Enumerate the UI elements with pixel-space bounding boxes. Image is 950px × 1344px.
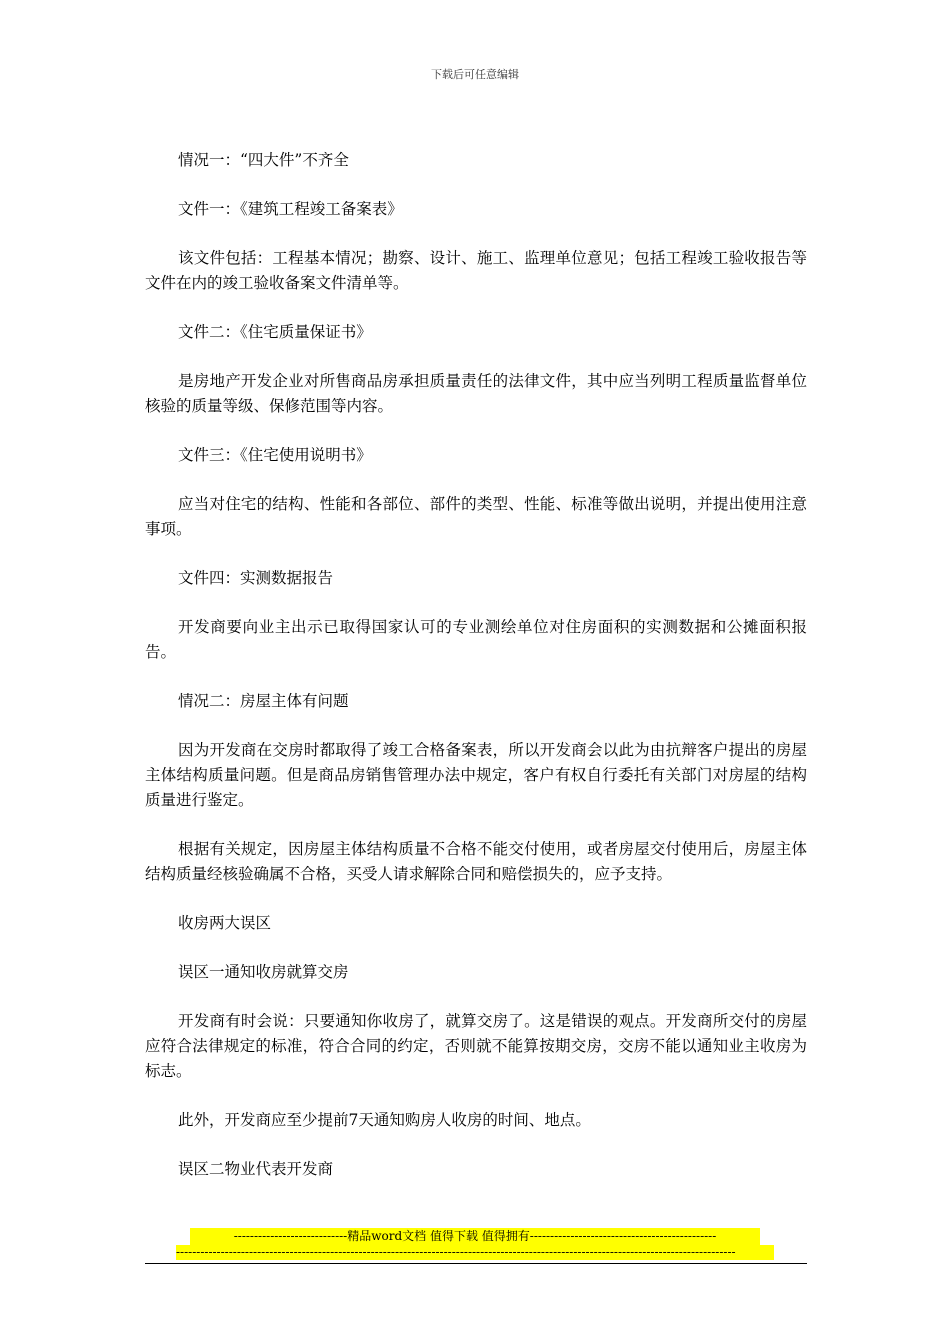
paragraph-situation-2-desc: 因为开发商在交房时都取得了竣工合格备案表，所以开发商会以此为由抗辩客户提出的房屋主体结构质量问题。但是商品房销售管理办法中规定，客户有权自行委托有关部门对房屋的结构质量进行鉴定。: [145, 741, 807, 809]
heading-file-1: 文件一：《建筑工程竣工备案表》: [178, 200, 403, 218]
paragraph-file-4-desc: 开发商要向业主出示已取得国家认可的专业测绘单位对住房面积的实测数据和公摊面积报告。: [145, 618, 807, 661]
paragraph-misconception-1-desc: 开发商有时会说：只要通知你收房了，就算交房了。这是错误的观点。开发商所交付的房屋应符合法律规定的标准，符合合同的约定，否则就不能算按期交房，交房不能以通知业主收房为标志。: [145, 1012, 807, 1080]
heading-file-4: 文件四：实测数据报告: [178, 569, 334, 587]
footer-divider: [145, 1263, 807, 1264]
heading-misconception-2: 误区二物业代表开发商: [178, 1160, 334, 1178]
footer-banner-line-1: ----------------------------精品word文档 值得下载 值得拥有----------------------------------------------: [190, 1228, 760, 1245]
heading-file-3: 文件三：《住宅使用说明书》: [178, 446, 372, 464]
paragraph-notice-period: 此外，开发商应至少提前7天通知购房人收房的时间、地点。: [178, 1111, 591, 1129]
heading-misconception-1: 误区一通知收房就算交房: [178, 963, 349, 981]
paragraph-regulation: 根据有关规定，因房屋主体结构质量不合格不能交付使用，或者房屋交付使用后，房屋主体结构质量经核验确属不合格，买受人请求解除合同和赔偿损失的，应予支持。: [145, 840, 807, 883]
page-header: 下载后可任意编辑: [431, 68, 519, 81]
heading-misconceptions: 收房两大误区: [178, 914, 272, 932]
paragraph-file-2-desc: 是房地产开发企业对所售商品房承担质量责任的法律文件，其中应当列明工程质量监督单位核验的质量等级、保修范围等内容。: [145, 372, 807, 415]
heading-file-2: 文件二：《住宅质量保证书》: [178, 323, 372, 341]
paragraph-file-3-desc: 应当对住宅的结构、性能和各部位、部件的类型、性能、标准等做出说明，并提出使用注意事项。: [145, 495, 807, 538]
paragraph-file-1-desc: 该文件包括：工程基本情况；勘察、设计、施工、监理单位意见；包括工程竣工验收报告等文件在内的竣工验收备案文件清单等。: [145, 249, 807, 292]
heading-situation-2: 情况二：房屋主体有问题: [178, 692, 349, 710]
footer-banner-line-2: ------------------------------------------------------------------------------------------------------------------------------------------: [176, 1245, 774, 1260]
heading-situation-1: 情况一：“四大件”不齐全: [178, 151, 349, 169]
document-body: [145, 148, 807, 1206]
